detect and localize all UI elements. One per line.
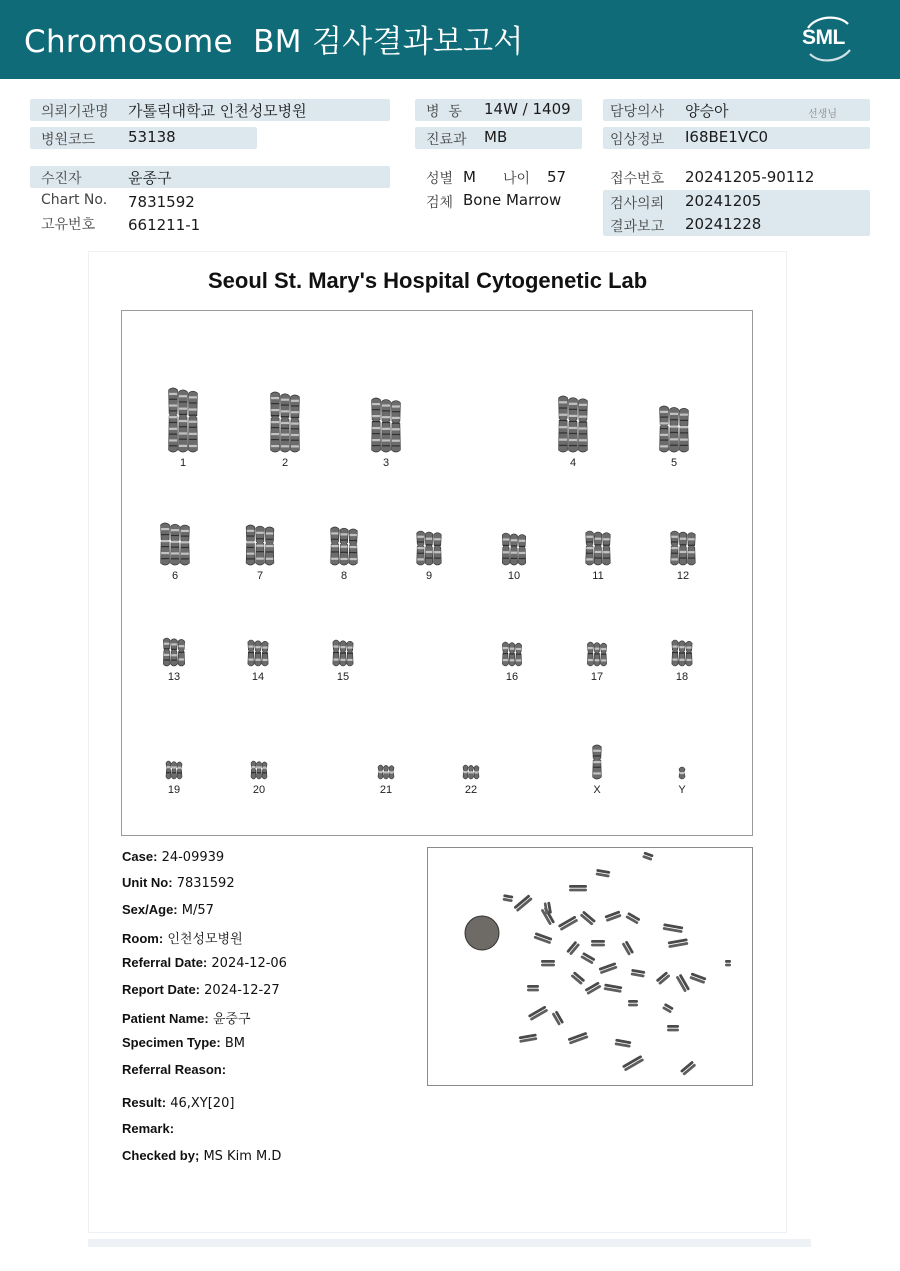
chromosome-shape (347, 641, 353, 666)
chromosome-label: X (593, 784, 601, 796)
chromosome-label: 1 (179, 457, 187, 469)
field-value: 윤중구 (212, 1012, 251, 1027)
chromosome-shape (688, 533, 696, 565)
dept-label: 진료과 (426, 132, 467, 148)
chromosome-shape (502, 642, 508, 666)
chromosome-shape (510, 534, 517, 565)
footer-divider (88, 1239, 811, 1247)
metaphase-chromosome (689, 972, 706, 983)
report-title: Seoul St. Mary's Hospital Cytogenetic Lab (208, 268, 648, 293)
metaphase-chromosome (642, 851, 654, 860)
chromosome-shape (262, 641, 268, 666)
chromosome-shape (251, 761, 256, 779)
metaphase-chromosome (599, 962, 618, 974)
field-label: Referral Reason: (122, 1062, 227, 1077)
chromosome-label: 21 (379, 784, 393, 796)
chromosome-shape (391, 401, 400, 452)
metaphase-chromosome (622, 940, 635, 955)
field-label: Case: (122, 849, 158, 864)
chromosome-shape (255, 641, 261, 666)
field-label: Remark: (122, 1121, 175, 1136)
age-label: 나이 (503, 171, 531, 187)
unique-label: 고유번호 (41, 217, 96, 233)
metaphase-chromosome (519, 1033, 538, 1042)
chromosome-shape (265, 527, 274, 565)
field-label: Referral Date: (122, 955, 208, 970)
karyotype-image (121, 310, 753, 836)
patient-label: 수진자 (41, 171, 82, 187)
page-title: Chromosome BM 검사결과보고서 (24, 24, 524, 60)
chromosome-shape (594, 532, 602, 565)
metaphase-chromosome (502, 894, 513, 902)
sex-value: M (463, 168, 476, 186)
chromosome-shape (178, 639, 185, 666)
chromosome-label: 12 (676, 570, 690, 582)
field-report-date (122, 982, 280, 998)
chromosome-label: 4 (569, 457, 577, 469)
metaphase-chromosome (631, 969, 646, 978)
chromosome-label: 15 (336, 671, 350, 683)
chromosome-shape (281, 394, 290, 452)
chromosome-label: 5 (670, 457, 678, 469)
logo-text: SML (802, 26, 845, 49)
institution-value: 가톨릭대학교 인천성모병원 (128, 102, 307, 120)
chromosome-shape (248, 640, 254, 666)
chromosome-shape (271, 392, 280, 452)
info-bar-patient (30, 166, 390, 188)
chromosome-shape (417, 531, 425, 565)
chromosome-shape (670, 407, 679, 452)
chromosome-shape (593, 745, 602, 779)
metaphase-chromosome (528, 1005, 549, 1021)
metaphase-chromosome (656, 971, 671, 985)
unique-value: 661211-1 (128, 216, 201, 234)
field-value: 7831592 (176, 876, 235, 891)
field-case (122, 849, 224, 865)
institution-label: 의뢰기관명 (41, 104, 109, 120)
chromosome-shape (469, 765, 474, 779)
chromosome-shape (257, 762, 262, 779)
chromosome-shape (425, 532, 433, 565)
chromosome-shape (246, 525, 255, 565)
metaphase-chromosome (680, 1061, 696, 1076)
field-label: Checked by; (122, 1148, 200, 1163)
field-label: Specimen Type: (122, 1035, 221, 1050)
chromosome-shape (474, 766, 479, 779)
chromosome-shape (587, 642, 593, 666)
chromosome-label: 17 (590, 671, 604, 683)
chromosome-shape (340, 528, 348, 565)
metaphase-chromosome (569, 885, 587, 891)
chromosome-shape (594, 643, 600, 666)
chromosome-label: 8 (340, 570, 348, 582)
chromosome-shape (578, 399, 587, 452)
chromosome-label: 20 (252, 784, 266, 796)
field-room (122, 928, 243, 947)
field-label: Patient Name: (122, 1011, 209, 1026)
request-value: 20241205 (685, 192, 762, 210)
chromosome-label: 22 (464, 784, 478, 796)
chromosome-shape (171, 524, 180, 565)
metaphase-chromosome (591, 940, 605, 946)
result-date-label: 결과보고 (610, 219, 665, 235)
chromosome-shape (171, 639, 178, 666)
metaphase-chromosome (668, 938, 689, 948)
field-label: Report Date: (122, 982, 201, 997)
chromosome-label: 6 (171, 570, 179, 582)
field-remark (122, 1121, 174, 1137)
field-value: 2024-12-27 (204, 983, 280, 998)
chart-value: 7831592 (128, 193, 195, 211)
field-value: BM (224, 1036, 246, 1051)
report-header (0, 0, 900, 79)
chromosome-shape (559, 396, 568, 452)
sex-label: 성별 (426, 171, 454, 187)
metaphase-spread (428, 848, 754, 1087)
chromosome-shape (169, 388, 178, 452)
specimen-value: Bone Marrow (463, 191, 562, 209)
chromosome-shape (434, 533, 442, 565)
chromosome-shape (349, 529, 357, 565)
field-value: 46,XY[20] (170, 1096, 235, 1111)
chromosome-shape (672, 640, 678, 666)
chromosome-shape (516, 643, 522, 666)
chromosome-shape (603, 533, 611, 565)
chromosome-shape (166, 761, 171, 779)
field-patient-name (122, 1008, 251, 1027)
ward-label: 병 동 (426, 104, 462, 120)
metaphase-chromosome (615, 1039, 632, 1048)
metaphase-chromosome (725, 960, 731, 966)
chromosome-shape (378, 765, 383, 779)
chromosome-shape (679, 408, 688, 452)
metaphase-chromosome (663, 923, 684, 933)
hospital-code-value: 53138 (128, 128, 176, 146)
chromosome-shape (256, 526, 265, 565)
chromosome-shape (601, 643, 607, 666)
metaphase-chromosome (662, 1003, 674, 1014)
chromosome-shape (518, 535, 525, 565)
chromosome-label: 2 (281, 457, 289, 469)
metaphase-chromosome (604, 983, 623, 992)
field-value: MS Kim M.D (203, 1149, 282, 1164)
patient-value: 윤종구 (128, 169, 172, 187)
metaphase-chromosome (541, 907, 556, 926)
metaphase-chromosome (568, 1032, 589, 1045)
doctor-label: 담당의사 (610, 104, 665, 120)
doctor-suffix: 선생님 (808, 109, 837, 120)
chromosome-shape (331, 527, 339, 565)
chromosome-shape (686, 641, 692, 666)
chromosome-shape (679, 641, 685, 666)
chromosome-shape (509, 643, 515, 666)
chromosome-shape (660, 406, 669, 452)
metaphase-chromosome (585, 981, 602, 995)
request-label: 검사의뢰 (610, 196, 665, 212)
receipt-label: 접수번호 (610, 171, 665, 187)
metaphase-image (427, 847, 753, 1086)
chromosome-shape (290, 395, 299, 452)
chromosome-label: Y (678, 784, 686, 796)
metaphase-chromosome (604, 910, 621, 921)
metaphase-chromosome (676, 974, 691, 993)
field-value: 2024-12-06 (211, 956, 287, 971)
field-unit-no (122, 875, 235, 891)
field-value: 24-09939 (161, 850, 225, 865)
metaphase-chromosome (513, 894, 532, 912)
field-label: Result: (122, 1095, 167, 1110)
chromosome-shape (679, 532, 687, 565)
chromosome-shape (177, 762, 182, 779)
field-label: Sex/Age: (122, 902, 178, 917)
metaphase-chromosome (580, 952, 595, 965)
clinical-value: I68BE1VC0 (685, 128, 769, 146)
metaphase-chromosome (667, 1025, 679, 1031)
specimen-label: 검체 (426, 195, 454, 211)
chromosome-shape (163, 638, 170, 666)
chromosome-label: 11 (592, 570, 604, 582)
chromosome-shape (569, 398, 578, 452)
chromosome-shape (382, 400, 391, 452)
chromosome-shape (389, 766, 394, 779)
clinical-label: 임상정보 (610, 132, 665, 148)
chromosome-shape (679, 767, 685, 779)
chromosome-label: 18 (675, 671, 689, 683)
field-result (122, 1095, 234, 1111)
hospital-code-label: 병원코드 (41, 132, 96, 148)
chromosome-shape (333, 640, 339, 666)
chromosome-shape (180, 525, 189, 565)
chromosome-shape (262, 762, 267, 779)
result-date-value: 20241228 (685, 215, 762, 233)
chromosome-shape (384, 765, 389, 779)
field-referral-date (122, 955, 287, 971)
receipt-value: 20241205-90112 (685, 168, 815, 186)
metaphase-chromosome (628, 1000, 638, 1006)
chromosome-label: 13 (167, 671, 181, 683)
metaphase-chromosome (558, 915, 579, 931)
field-value: 인천성모병원 (167, 932, 243, 947)
dept-value: MB (484, 128, 508, 146)
field-label: Room: (122, 931, 164, 946)
chromosome-label: 16 (505, 671, 519, 683)
chromosome-label: 9 (425, 570, 433, 582)
chromosome-label: 3 (382, 457, 390, 469)
sml-logo (798, 12, 856, 66)
field-value: M/57 (181, 903, 214, 918)
metaphase-chromosome (527, 985, 539, 991)
chromosome-shape (161, 523, 170, 565)
chromosome-shape (463, 765, 468, 779)
metaphase-chromosome (566, 941, 580, 956)
chromosome-shape (340, 641, 346, 666)
chart-label: Chart No. (41, 192, 108, 208)
field-checked-by (122, 1148, 281, 1164)
chromosome-shape (671, 531, 679, 565)
chromosome-shape (586, 531, 594, 565)
metaphase-chromosome (596, 869, 611, 878)
chromosome-shape (179, 390, 188, 452)
field-specimen-type (122, 1035, 245, 1051)
chromosome-shape (502, 533, 509, 565)
field-label: Unit No: (122, 875, 173, 890)
metaphase-chromosome (622, 1055, 644, 1072)
metaphase-chromosome (541, 960, 555, 966)
metaphase-chromosome (570, 971, 585, 985)
chromosome-shape (372, 398, 381, 452)
chromosome-label: 19 (167, 784, 181, 796)
doctor-value: 양승아 (685, 102, 729, 120)
field-referral-reason (122, 1062, 226, 1078)
metaphase-chromosome (625, 912, 640, 925)
age-value: 57 (547, 168, 567, 186)
chromosome-label: 14 (251, 671, 265, 683)
chromosome-shape (172, 762, 177, 779)
metaphase-chromosome (533, 932, 552, 944)
chromosome-label: 10 (507, 570, 521, 582)
chromosome-label: 7 (256, 570, 264, 582)
metaphase-chromosome (580, 911, 596, 926)
karyogram (122, 311, 754, 837)
field-sex-age (122, 902, 214, 918)
chromosome-shape (188, 391, 197, 452)
metaphase-chromosome (552, 1010, 565, 1025)
interphase-nucleus (465, 916, 499, 950)
ward-value: 14W / 1409 (484, 100, 571, 118)
